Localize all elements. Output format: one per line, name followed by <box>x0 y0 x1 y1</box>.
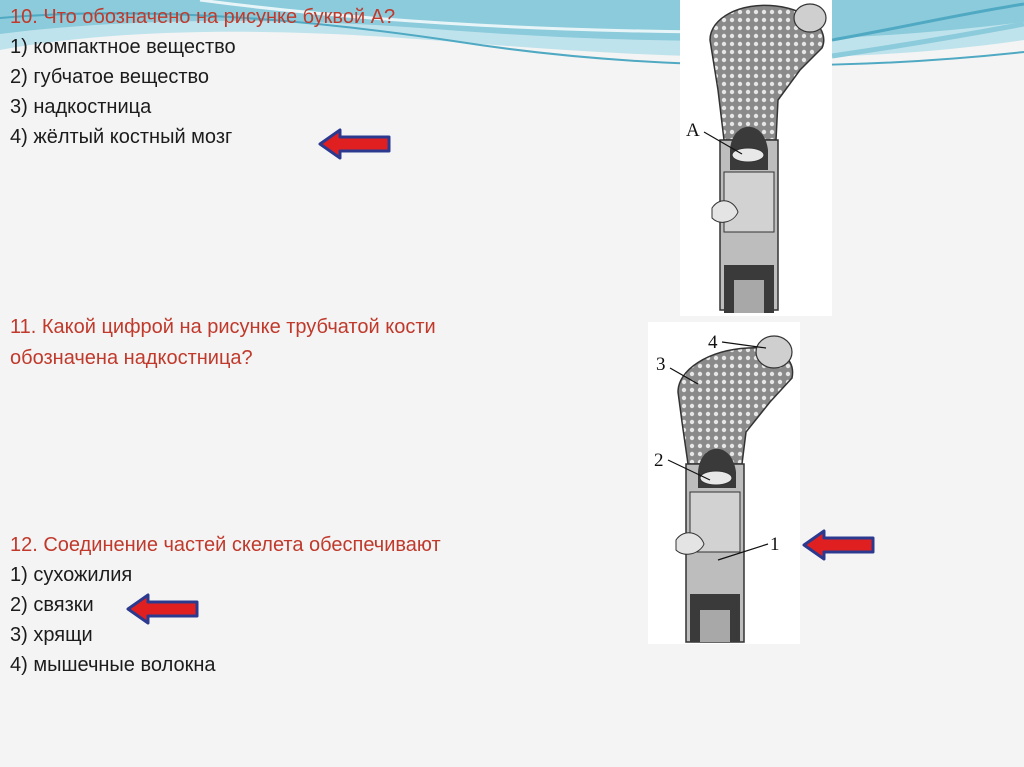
q10-option-4: 4) жёлтый костный мозг <box>10 126 233 148</box>
bone-figure-2 <box>648 322 800 644</box>
question-11-title-line1: 11. Какой цифрой на рисунке трубчатой кости <box>10 316 436 338</box>
figure-2-label-4: 4 <box>708 332 718 353</box>
q10-option-2: 2) губчатое вещество <box>10 66 210 88</box>
figure-2-label-1: 1 <box>770 534 780 555</box>
q12-option-1: 1) сухожилия <box>10 564 133 586</box>
figure-1-label-a: А <box>686 120 700 141</box>
q12-option-2: 2) связки <box>10 594 94 616</box>
q10-option-1: 1) компактное вещество <box>10 36 236 58</box>
figure-2-label-2: 2 <box>654 450 664 471</box>
question-10-title: 10. Что обозначено на рисунке буквой А? <box>10 6 396 28</box>
answer-arrow-q11-icon <box>802 528 876 562</box>
q12-option-4: 4) мышечные волокна <box>10 654 216 676</box>
q10-option-3: 3) надкостница <box>10 96 152 118</box>
question-12 <box>10 530 441 680</box>
q12-option-3: 3) хрящи <box>10 624 93 646</box>
answer-arrow-q10-icon <box>318 127 392 161</box>
question-11 <box>10 312 436 374</box>
answer-arrow-q12-icon <box>126 592 200 626</box>
question-12-title: 12. Соединение частей скелета обеспечивают <box>10 534 441 556</box>
figure-2-label-3: 3 <box>656 354 666 375</box>
question-11-title-line2: обозначена надкостница? <box>10 347 253 369</box>
bone-figure-1 <box>680 0 832 316</box>
